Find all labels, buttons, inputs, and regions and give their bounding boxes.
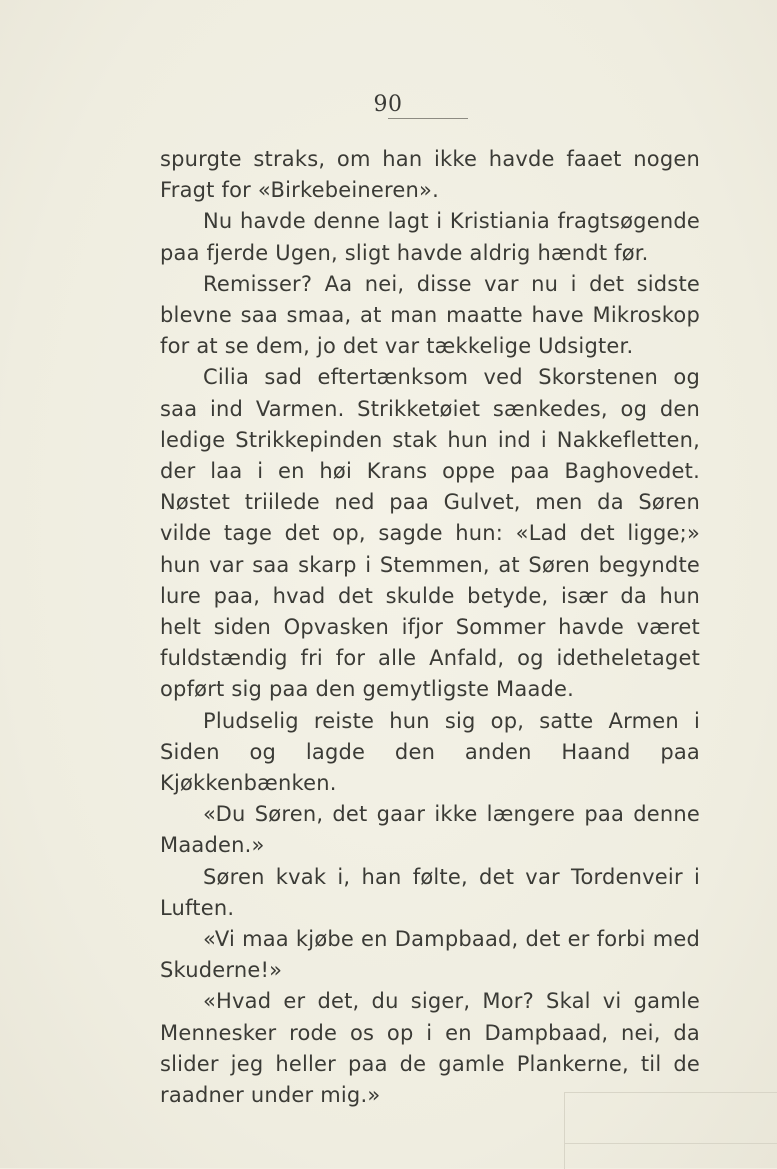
paragraph: «Hvad er det, du siger, Mor? Skal vi gamle Mennesker rode os op i en Dampbaad, nei, da slider jeg heller paa de gamle Plankerne, til de raadner under mig.»	[160, 989, 700, 1108]
paragraph: Søren kvak i, han følte, det var Tordenveir i Luften.	[160, 864, 700, 920]
body-text	[160, 144, 700, 1111]
page-number-rule	[388, 118, 468, 119]
paragraph: «Vi maa kjøbe en Dampbaad, det er forbi med Skuderne!»	[160, 927, 700, 983]
page-number: 90	[373, 92, 403, 117]
paragraph: Cilia sad eftertænksom ved Skorstenen og saa ind Varmen. Strikketøiet sænkedes, og den ledige Strikkepinden stak hun ind i Nakkefletten, der laa i en høi Krans oppe paa Baghovedet. Nøstet triilede ned paa Gulvet, men da Søren vilde tage det op, sagde hun: «Lad det ligge;» hun var saa skarp i Stemmen, at Søren begyndte lure paa, hvad det skulde betyde, især da hun helt siden Opvasken ifjor Sommer havde været fuldstændig fri for alle Anfald, og idetheletaget opført sig paa den gemytligste Maade.	[160, 365, 700, 702]
scan-edge-mark	[564, 1092, 777, 1169]
paragraph: Remisser? Aa nei, disse var nu i det sidste blevne saa smaa, at man maatte have Mikroskop for at se dem, jo det var tækkelige Udsigter.	[160, 271, 700, 359]
paragraph: Pludselig reiste hun sig op, satte Armen i Siden og lagde den anden Haand paa Kjøkkenbænken.	[160, 708, 700, 796]
paragraph: «Du Søren, det gaar ikke længere paa denne Maaden.»	[160, 802, 700, 858]
paragraph: Nu havde denne lagt i Kristiania fragtsøgende paa fjerde Ugen, sligt havde aldrig hændt før.	[160, 209, 700, 265]
paragraph: spurgte straks, om han ikke havde faaet nogen Fragt for «Birkebeineren».	[160, 147, 700, 203]
